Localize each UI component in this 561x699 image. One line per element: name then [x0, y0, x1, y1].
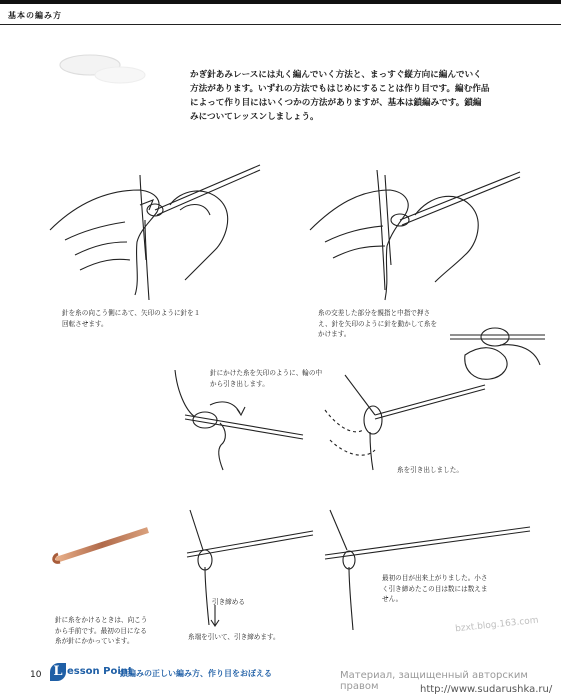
copyright-watermark: Материал, защищенный авторским правом [340, 670, 528, 692]
intro-paragraph: かぎ針あみレースには丸く編んでいく方法と、まっすぐ縦方向に編んでいく方法があります。いずれの方法でもはじめにすることは作り目です。編む作品によって作り目にはいくつかの方法がありますが、基本は鎖編みです。鎖編みについてレッスンしましょう。 [190, 70, 490, 122]
decorative-smudge [50, 45, 160, 95]
header-rule [0, 24, 561, 25]
lesson-point-badge: L [50, 663, 66, 681]
step7-caption: 最初の目が出来上がりました。小さく引き締めたこの目は数には数えません。 [382, 574, 488, 603]
lesson-point-label: esson Point [67, 666, 133, 677]
first-stitch-illustration [315, 505, 535, 635]
step6-caption: 糸端を引いて、引き締めます。 [188, 633, 280, 641]
hands-hook-illustration-2 [305, 160, 525, 310]
step2-caption: 糸の交差した部分を親指と中指で押さえ、針を矢印のように針を動かして糸をかけます。 [318, 309, 438, 338]
step4-caption: 糸を引き出しました。 [397, 466, 463, 474]
lesson-point-title: 鎖編みの正しい編み方、作り目をおぼえる [120, 669, 272, 678]
step1-caption: 針を糸の向こう側にあて、矢印のように針を１回転させます。 [62, 309, 201, 328]
top-bar [0, 0, 561, 4]
tighten-illustration [175, 505, 315, 630]
blog-watermark: bzxt.blog.163.com [454, 615, 540, 635]
hands-hook-illustration-1 [45, 160, 265, 320]
crochet-hook-photo [48, 520, 153, 570]
loop-drawn-illustration [315, 370, 490, 475]
section-label: 基本の編み方 [8, 11, 62, 20]
step3-caption: 針にかけた糸を矢印のように、輪の中から引き出します。 [210, 369, 323, 388]
step5-caption: 針に糸をかけるときは、向こうから手前です。最初の目になる糸が針にかかっています。 [55, 616, 148, 645]
tighten-arrow-label: 引き締める [212, 598, 245, 606]
page-number: 10 [30, 670, 42, 680]
site-url[interactable]: http://www.sudarushka.ru/ [420, 684, 553, 695]
